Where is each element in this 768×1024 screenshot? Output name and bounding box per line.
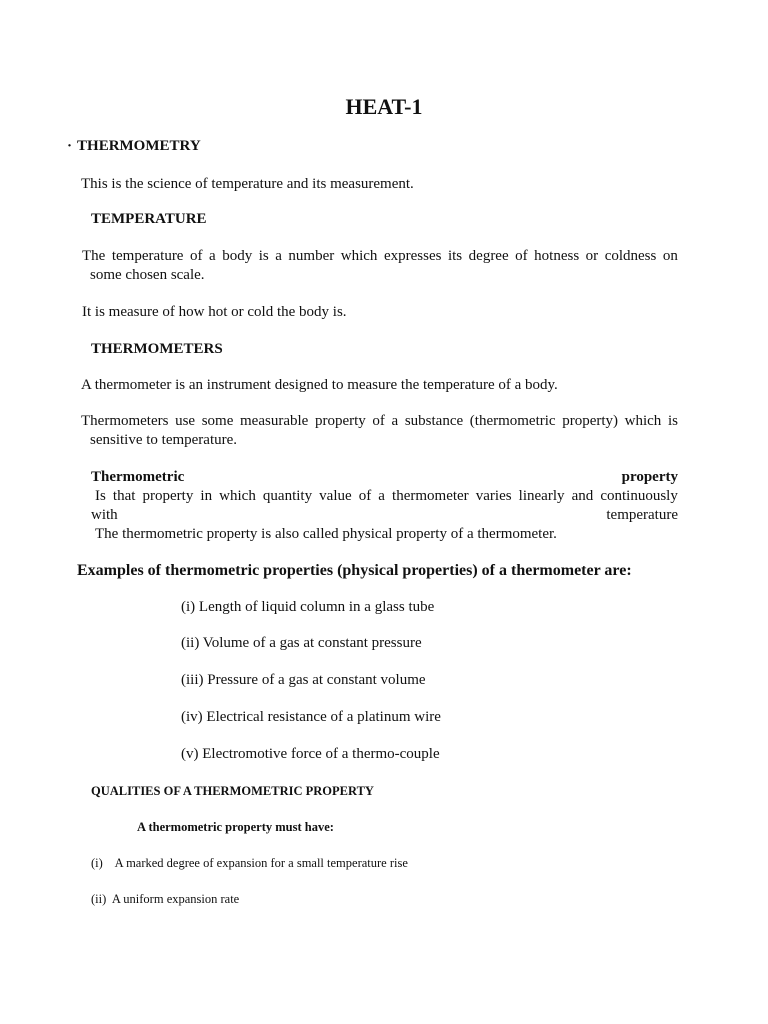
word: degree [468, 248, 509, 264]
thermometric-property-line-1 [95, 487, 678, 506]
heading-right-text: property [621, 469, 678, 485]
quality-item: (ii) A uniform expansion rate [91, 892, 240, 906]
temperature-paragraph-line-1 [82, 247, 678, 266]
word: expresses [383, 248, 442, 264]
example-item: (v) Electromotive force of a thermo-couple [181, 746, 440, 762]
word: number [288, 248, 335, 264]
thermometers-paragraph-1: A thermometer is an instrument designed to measure the temperature of a body. [81, 377, 558, 393]
section-heading-thermometric-property [91, 468, 678, 487]
word: is [258, 248, 269, 264]
word: or [585, 248, 599, 264]
qualities-heading: QUALITIES OF A THERMOMETRIC PROPERTY [91, 784, 374, 798]
word: quantity [262, 488, 313, 504]
heading-text: THERMOMETRY [77, 138, 201, 154]
word: that [112, 488, 136, 504]
thermometry-definition: This is the science of temperature and its measurement. [81, 176, 414, 192]
section-heading-temperature: TEMPERATURE [91, 211, 207, 227]
temperature-paragraph-2: It is measure of how hot or cold the body is. [82, 304, 347, 320]
heading-left-text: Thermometric [91, 469, 185, 485]
word: which [624, 413, 662, 429]
thermometric-property-line-2 [91, 506, 678, 525]
word: (thermometric [469, 413, 556, 429]
word: some [201, 413, 234, 429]
word: in [200, 488, 213, 504]
bullet-icon: · [67, 138, 73, 154]
word: temperature [111, 248, 184, 264]
word: a [391, 413, 399, 429]
word: which [340, 248, 378, 264]
word: linearly [518, 488, 565, 504]
example-item: (i) Length of liquid column in a glass tube [181, 599, 435, 615]
word: body [222, 248, 253, 264]
word: hotness [534, 248, 580, 264]
word: property [142, 488, 194, 504]
word: its [447, 248, 463, 264]
word: property) [562, 413, 619, 429]
word: thermometer [392, 488, 469, 504]
word: Is [95, 488, 106, 504]
word: The [82, 248, 106, 264]
word: of [515, 248, 528, 264]
document-title: HEAT-1 [345, 94, 423, 119]
word: a [209, 248, 216, 264]
word: property [314, 413, 366, 429]
word: value [319, 488, 352, 504]
word: of [189, 248, 203, 264]
qualities-subheading: A thermometric property must have: [137, 820, 334, 834]
word: Thermometers [81, 413, 169, 429]
quality-item: (i) A marked degree of expansion for a small temperature rise [91, 856, 408, 870]
word: of [358, 488, 372, 504]
section-heading-thermometry [67, 137, 201, 156]
temperature-paragraph-line-2: some chosen scale. [90, 267, 205, 283]
examples-heading: Examples of thermometric properties (physical properties) of a thermometer are: [77, 562, 632, 579]
word: continuously [600, 488, 678, 504]
line-right-text: temperature [606, 507, 678, 523]
word: measurable [240, 413, 309, 429]
word: which [219, 488, 256, 504]
example-item: (ii) Volume of a gas at constant pressure [181, 635, 422, 651]
word: of [372, 413, 385, 429]
word: a [275, 248, 282, 264]
example-item: (iv) Electrical resistance of a platinum wire [181, 709, 441, 725]
section-heading-thermometers: THERMOMETERS [91, 341, 223, 357]
word: and [571, 488, 594, 504]
word: substance [404, 413, 464, 429]
word: is [667, 413, 678, 429]
line-left-text: with [91, 507, 118, 523]
word: use [175, 413, 196, 429]
word: a [378, 488, 385, 504]
thermometers-paragraph-2-line-1 [81, 412, 678, 431]
example-item: (iii) Pressure of a gas at constant volume [181, 672, 426, 688]
word: varies [475, 488, 512, 504]
thermometers-paragraph-2-line-2: sensitive to temperature. [90, 432, 238, 448]
thermometric-property-line-3: The thermometric property is also called physical property of a thermometer. [95, 526, 557, 542]
word: coldness [604, 248, 657, 264]
word: on [662, 248, 678, 264]
